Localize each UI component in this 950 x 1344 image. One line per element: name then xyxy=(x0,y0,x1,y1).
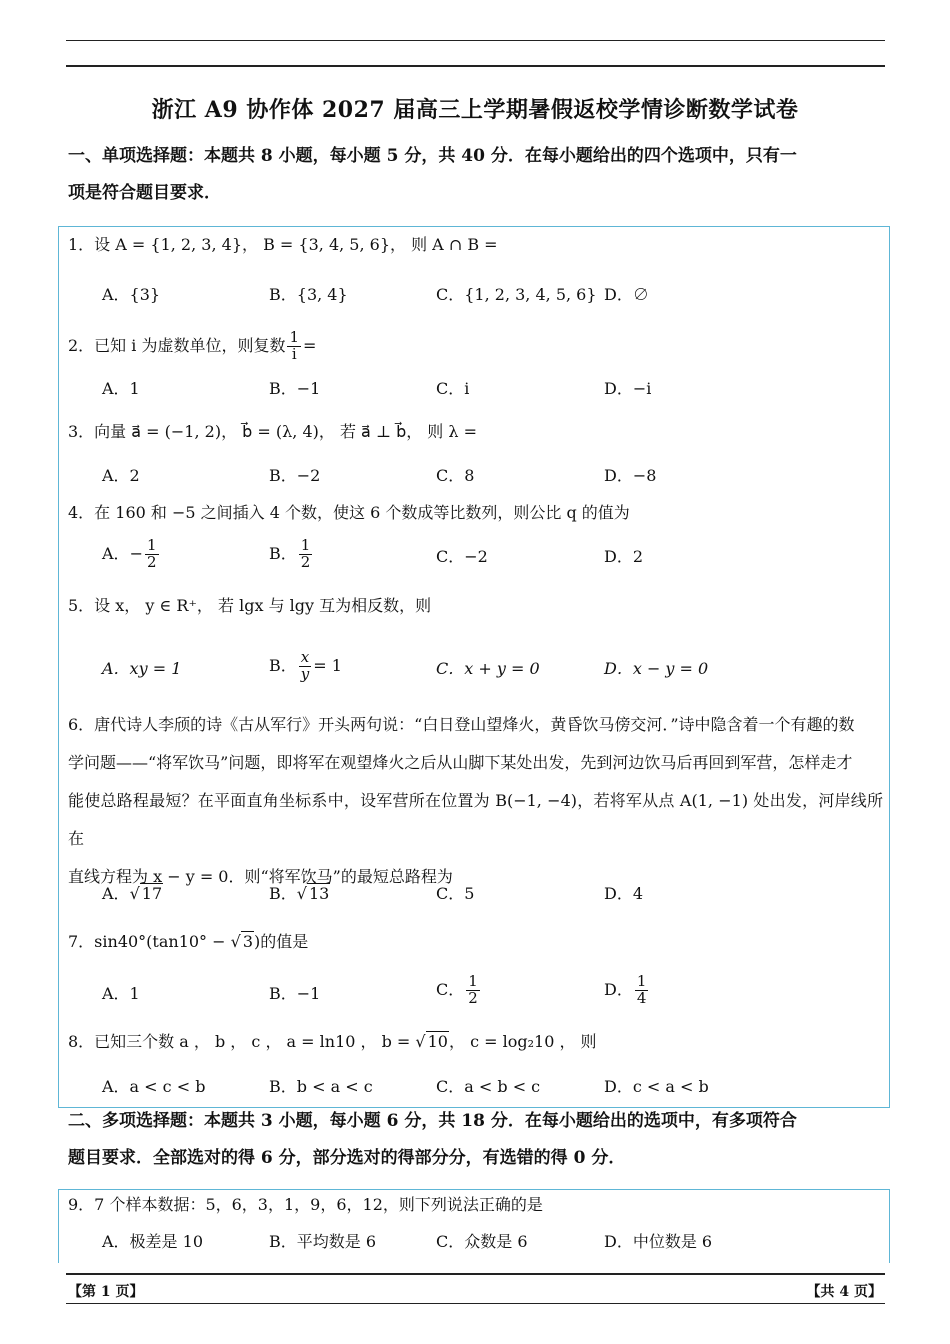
question-6-option-b[interactable]: B．√ 13 xyxy=(269,884,330,903)
question-7-stem: 7．sin40°(tan10° − √ 3)的值是 xyxy=(68,932,309,951)
question-6-line-3: 能使总路程最短？在平面直角坐标系中，设军营所在位置为 B(−1, −4)，若将军从点 A(1, −1) 处出发，河岸线所在 xyxy=(68,791,883,848)
question-2-option-b[interactable]: B．−1 xyxy=(269,379,321,398)
question-2-option-c[interactable]: C．i xyxy=(436,379,470,398)
question-6-option-c[interactable]: C．5 xyxy=(436,884,475,903)
option-label: B． xyxy=(269,543,297,563)
question-7-stem-text: 7．sin40°(tan10° − xyxy=(68,932,231,951)
question-9-option-b[interactable]: B．平均数是 6 xyxy=(269,1232,377,1251)
footer-page-number: 【第 1 页】 xyxy=(68,1284,144,1300)
question-1-stem: 1．设 A = {1, 2, 3, 4}， B = {3, 4, 5, 6}， 则 A ∩ B = xyxy=(68,235,498,254)
radicand: 17 xyxy=(141,884,163,903)
question-8-option-c[interactable]: C．a < b < c xyxy=(436,1077,541,1096)
question-2-option-d[interactable]: D．−i xyxy=(604,379,652,398)
question-1-option-a[interactable]: A．{3} xyxy=(102,285,161,304)
header-rule-bottom xyxy=(66,65,885,67)
section-2-line-2: 题目要求．全部选对的得 6 分，部分选对的得部分分，有选错的得 0 分． xyxy=(68,1148,626,1168)
question-6-line-1: 6．唐代诗人李颀的诗《古从军行》开头两句说：“白日登山望烽火，黄昏饮马傍交河．”诗中隐含着一个有趣的数 xyxy=(68,715,855,734)
question-2-stem-end: = xyxy=(303,335,317,355)
question-8-option-a[interactable]: A．a < c < b xyxy=(102,1077,206,1096)
question-5-option-a[interactable]: A．xy = 1 xyxy=(102,659,182,678)
question-6-option-d[interactable]: D．4 xyxy=(604,884,644,903)
question-3-option-d[interactable]: D．−8 xyxy=(604,466,657,485)
section-1-heading xyxy=(68,138,883,212)
question-2-fraction xyxy=(287,330,301,363)
question-5-stem: 5．设 x， y ∈ R⁺， 若 lgx 与 lgy 互为相反数，则 xyxy=(68,596,432,615)
fraction-denominator: 2 xyxy=(146,552,157,571)
question-4-option-c[interactable]: C．−2 xyxy=(436,547,488,566)
fraction-denominator: 2 xyxy=(468,988,478,1007)
question-3-option-b[interactable]: B．−2 xyxy=(269,466,321,485)
radicand: 10 xyxy=(427,1032,448,1051)
option-c-fraction xyxy=(466,974,480,1007)
question-9-option-d[interactable]: D．中位数是 6 xyxy=(604,1232,713,1251)
footer-rule-bottom xyxy=(66,1303,885,1304)
question-6-option-a[interactable]: A．√ 17 xyxy=(102,884,163,903)
question-9-option-a[interactable]: A．极差是 10 xyxy=(102,1232,204,1251)
fraction-numerator: 1 xyxy=(468,972,478,990)
question-4-option-b[interactable] xyxy=(269,538,314,571)
question-7-option-a[interactable]: A．1 xyxy=(102,984,140,1003)
question-7-stem-end: )的值是 xyxy=(254,932,309,951)
footer-rule-top xyxy=(66,1273,885,1275)
question-8-stem-end: ， c = log₂10 ， 则 xyxy=(448,1032,597,1051)
question-9-option-c[interactable]: C．众数是 6 xyxy=(436,1232,528,1251)
footer-page-total: 【共 4 页】 xyxy=(806,1284,882,1300)
fraction-numerator: 1 xyxy=(146,536,157,554)
fraction-numerator: x xyxy=(299,650,311,667)
question-7-option-c[interactable] xyxy=(436,974,482,1007)
header-rule-top xyxy=(66,40,885,41)
radicand: 3 xyxy=(242,932,254,951)
minus-sign: − xyxy=(129,543,143,563)
question-5-option-c[interactable]: C．x + y = 0 xyxy=(436,659,540,678)
option-label: C． xyxy=(436,979,465,999)
fraction-denominator: y xyxy=(300,664,310,683)
question-6-stem xyxy=(68,706,883,896)
question-3-option-c[interactable]: C．8 xyxy=(436,466,475,485)
question-4-option-d[interactable]: D．2 xyxy=(604,547,644,566)
question-8-option-b[interactable]: B．b < a < c xyxy=(269,1077,373,1096)
question-1-option-b[interactable]: B．{3, 4} xyxy=(269,285,348,304)
option-b-fraction xyxy=(299,650,311,683)
fraction-denominator: i xyxy=(291,344,297,363)
fraction-numerator: 1 xyxy=(300,536,311,554)
question-6-line-2: 学问题——“将军饮马”问题，即将军在观望烽火之后从山脚下某处出发，先到河边饮马后再回到军营，怎样走才 xyxy=(68,753,853,772)
fraction-numerator: 1 xyxy=(636,972,647,990)
section-1-line-2: 项是符合题目要求． xyxy=(68,183,221,203)
question-9-stem: 9．7 个样本数据：5，6，3，1，9，6，12，则下列说法正确的是 xyxy=(68,1195,543,1214)
section-2-heading xyxy=(68,1103,883,1177)
question-3-stem: 3．向量 a⃗ = (−1, 2)， b⃗ = (λ, 4)， 若 a⃗ ⊥ b⃗， 则 λ = xyxy=(68,422,478,441)
option-label: B． xyxy=(269,655,297,675)
option-label: D． xyxy=(604,979,633,999)
radicand: 13 xyxy=(308,884,330,903)
option-b-fraction xyxy=(299,538,313,571)
question-8-stem: 8．已知三个数 a ， b ， c ， a = ln10 ， b = √ 10， c = log₂10 ， 则 xyxy=(68,1032,597,1051)
question-8-stem-text: 8．已知三个数 a ， b ， c ， a = ln10 ， b = xyxy=(68,1032,416,1051)
question-6-line-4: 直线方程为 x − y = 0．则“将军饮马”的最短总路程为 xyxy=(68,867,453,886)
question-4-option-a[interactable] xyxy=(102,538,161,571)
fraction-denominator: 2 xyxy=(300,552,311,571)
question-7-option-d[interactable] xyxy=(604,974,650,1007)
option-a-fraction xyxy=(145,538,159,571)
option-label: A． xyxy=(102,543,130,563)
question-5-option-d[interactable]: D．x − y = 0 xyxy=(604,659,709,678)
question-5-option-b[interactable] xyxy=(269,650,342,683)
question-8-option-d[interactable]: D．c < a < b xyxy=(604,1077,709,1096)
option-d-fraction xyxy=(635,974,649,1007)
section-1-line-1: 一、单项选择题：本题共 8 小题，每小题 5 分，共 40 分．在每小题给出的四个选项中，只有一 xyxy=(68,146,797,166)
question-1-option-d[interactable]: D．∅ xyxy=(604,285,649,304)
page-title: 浙江 A9 协作体 2027 届高三上学期暑假返校学情诊断数学试卷 xyxy=(151,97,799,123)
question-2-stem xyxy=(68,330,316,363)
question-2-option-a[interactable]: A．1 xyxy=(102,379,140,398)
question-2-stem-text: 2．已知 i 为虚数单位，则复数 xyxy=(68,335,286,355)
fraction-denominator: 4 xyxy=(636,988,647,1007)
option-label: A． xyxy=(102,884,130,903)
section-2-line-1: 二、多项选择题：本题共 3 小题，每小题 6 分，共 18 分．在每小题给出的选项中，有多项符合 xyxy=(68,1111,797,1131)
option-b-rhs: = 1 xyxy=(313,655,342,675)
question-1-option-c[interactable]: C．{1, 2, 3, 4, 5, 6} xyxy=(436,285,597,304)
option-label: B． xyxy=(269,884,297,903)
question-4-stem: 4．在 160 和 −5 之间插入 4 个数，使这 6 个数成等比数列，则公比 q 的值为 xyxy=(68,503,630,522)
question-7-option-b[interactable]: B．−1 xyxy=(269,984,321,1003)
question-3-option-a[interactable]: A．2 xyxy=(102,466,140,485)
fraction-numerator: 1 xyxy=(289,328,300,346)
